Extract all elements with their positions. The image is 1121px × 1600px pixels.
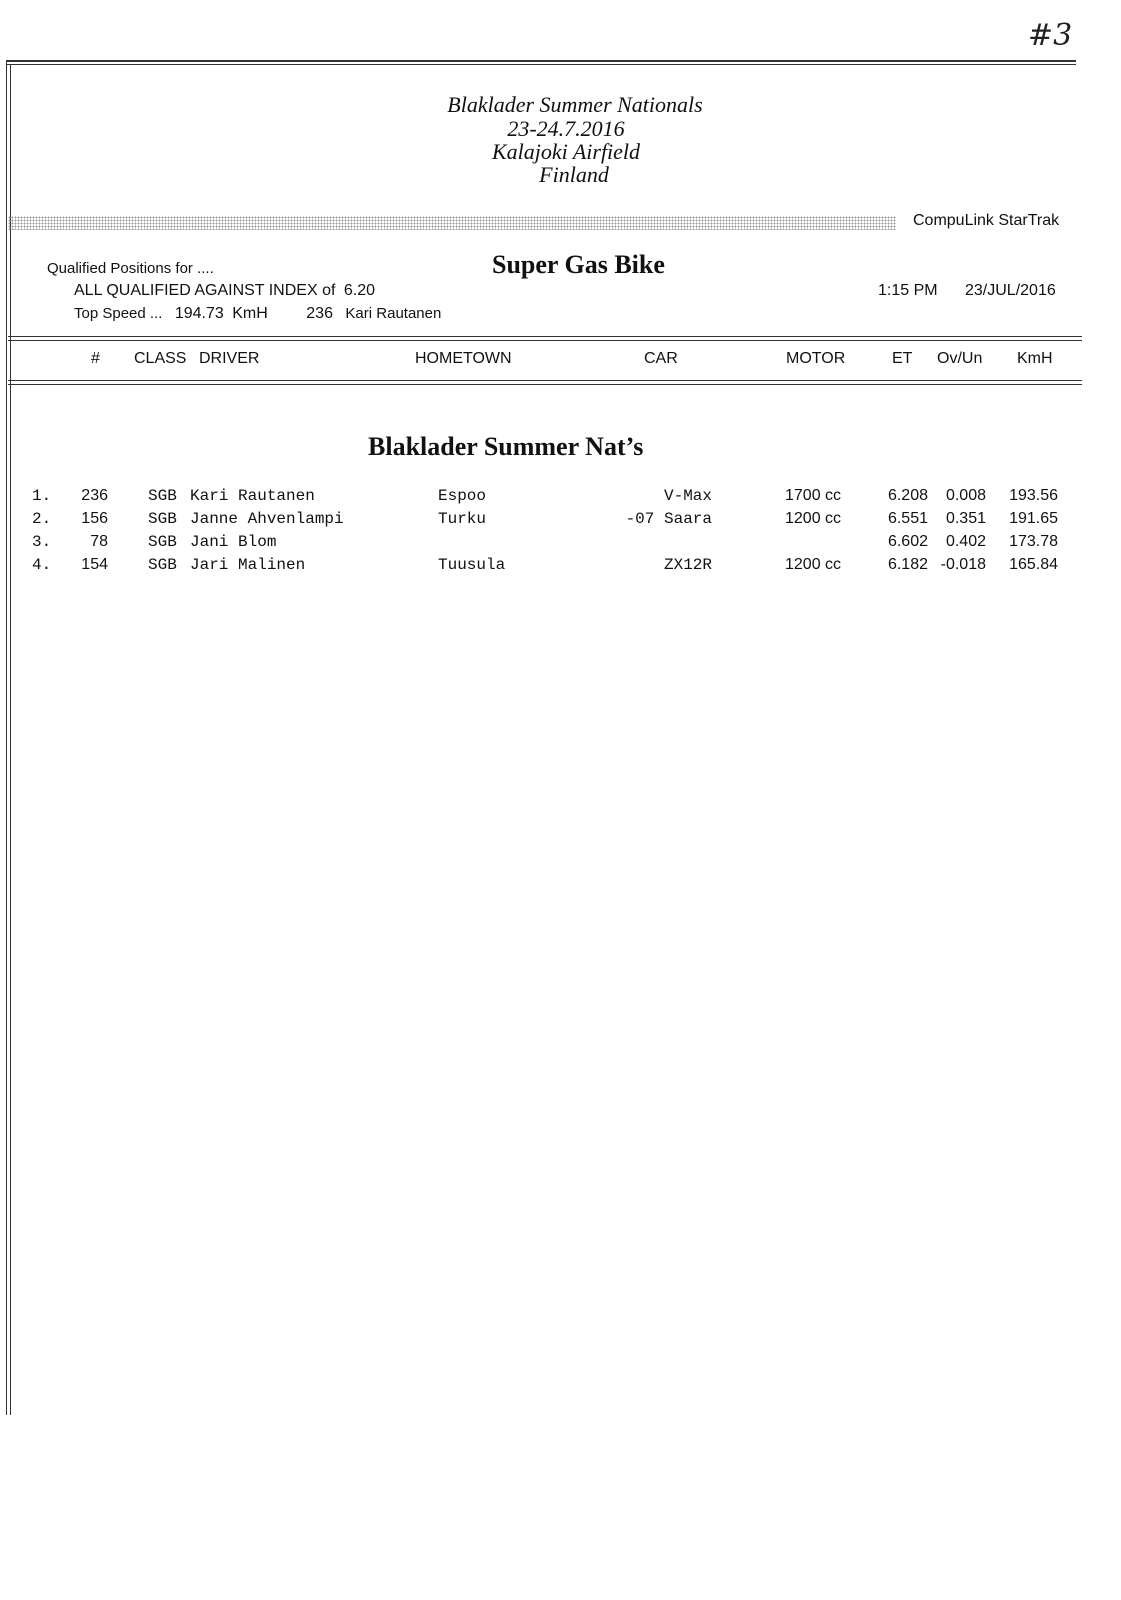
- row-class: SGB: [148, 487, 177, 505]
- row-kmh: 191.65: [1009, 510, 1058, 527]
- qualified-label: Qualified Positions for ....: [47, 260, 214, 277]
- col-header-class: CLASS: [134, 350, 187, 367]
- top-speed-line: [74, 305, 441, 323]
- top-speed-unit: KmH: [232, 305, 268, 322]
- row-driver: Janne Ahvenlampi: [190, 510, 344, 528]
- frame-top-line: [6, 60, 1076, 62]
- row-motor: 1200 cc: [785, 510, 842, 527]
- top-speed-value: 194.73: [174, 305, 224, 322]
- index-value: 6.20: [343, 282, 376, 299]
- row-car: V-Max: [663, 487, 712, 505]
- row-kmh: 173.78: [1009, 533, 1058, 550]
- frame-top-line-inner: [6, 64, 1076, 65]
- dotted-band: [8, 216, 896, 230]
- row-hometown: Turku: [438, 510, 487, 528]
- row-kmh: 193.56: [1009, 487, 1058, 504]
- row-ovun: 0.351: [945, 510, 986, 527]
- row-hometown: Tuusula: [438, 556, 506, 574]
- event-dates: 23-24.7.2016: [507, 116, 625, 141]
- row-driver: Jani Blom: [190, 533, 277, 551]
- row-car: ZX12R: [663, 556, 712, 574]
- row-num: 154: [81, 556, 108, 573]
- row-pos: 2.: [32, 510, 52, 528]
- row-pos: 4.: [32, 556, 52, 574]
- row-driver: Kari Rautanen: [190, 487, 315, 505]
- row-ovun: -0.018: [940, 556, 986, 573]
- col-header-hometown: HOMETOWN: [415, 350, 512, 367]
- event-country: Finland: [539, 162, 609, 187]
- event-title: Blaklader Summer Nationals: [447, 92, 703, 117]
- row-num: 156: [81, 510, 108, 527]
- row-et: 6.551: [887, 510, 928, 527]
- row-num: 236: [81, 487, 108, 504]
- col-header-num: #: [91, 350, 100, 367]
- row-pos: 1.: [32, 487, 52, 505]
- brand-label: CompuLink StarTrak: [913, 212, 1060, 229]
- report-date: 23/JUL/2016: [965, 282, 1056, 299]
- frame-left-line-inner: [10, 64, 11, 1415]
- frame-left-line: [6, 60, 7, 1415]
- row-et: 6.208: [887, 487, 928, 504]
- header-band-bottom-1: [8, 380, 1082, 381]
- row-et: 6.182: [887, 556, 928, 573]
- row-hometown: Espoo: [438, 487, 487, 505]
- col-header-motor: MOTOR: [786, 350, 846, 367]
- row-class: SGB: [148, 533, 177, 551]
- event-venue: Kalajoki Airfield: [491, 139, 641, 164]
- top-speed-number: 236: [306, 305, 333, 322]
- header-band-bottom-2: [8, 384, 1082, 385]
- row-motor: 1200 cc: [785, 556, 842, 573]
- class-title: Super Gas Bike: [492, 250, 665, 279]
- row-pos: 3.: [32, 533, 52, 551]
- report-time: 1:15 PM: [878, 282, 938, 299]
- top-speed-driver: Kari Rautanen: [345, 305, 442, 322]
- row-ovun: 0.402: [945, 533, 986, 550]
- row-class: SGB: [148, 510, 177, 528]
- col-header-et: ET: [892, 350, 913, 367]
- col-header-ovun: Ov/Un: [937, 350, 983, 367]
- section-title: Blaklader Summer Nat’s: [368, 432, 644, 461]
- header-band-top-2: [8, 340, 1082, 341]
- row-kmh: 165.84: [1009, 556, 1058, 573]
- row-class: SGB: [148, 556, 177, 574]
- row-driver: Jari Malinen: [190, 556, 306, 574]
- row-ovun: 0.008: [945, 487, 986, 504]
- col-header-driver: DRIVER: [199, 350, 260, 367]
- col-header-car: CAR: [644, 350, 678, 367]
- row-car: -07 Saara: [625, 510, 712, 528]
- index-label: ALL QUALIFIED AGAINST INDEX of: [74, 282, 336, 299]
- row-num: 78: [90, 533, 108, 550]
- top-speed-label: Top Speed ...: [74, 305, 163, 322]
- header-band-top-1: [8, 336, 1082, 337]
- row-et: 6.602: [887, 533, 928, 550]
- col-header-kmh: KmH: [1017, 350, 1053, 367]
- row-motor: 1700 cc: [785, 487, 842, 504]
- index-line: [74, 282, 375, 300]
- page-mark: #3: [1028, 18, 1073, 53]
